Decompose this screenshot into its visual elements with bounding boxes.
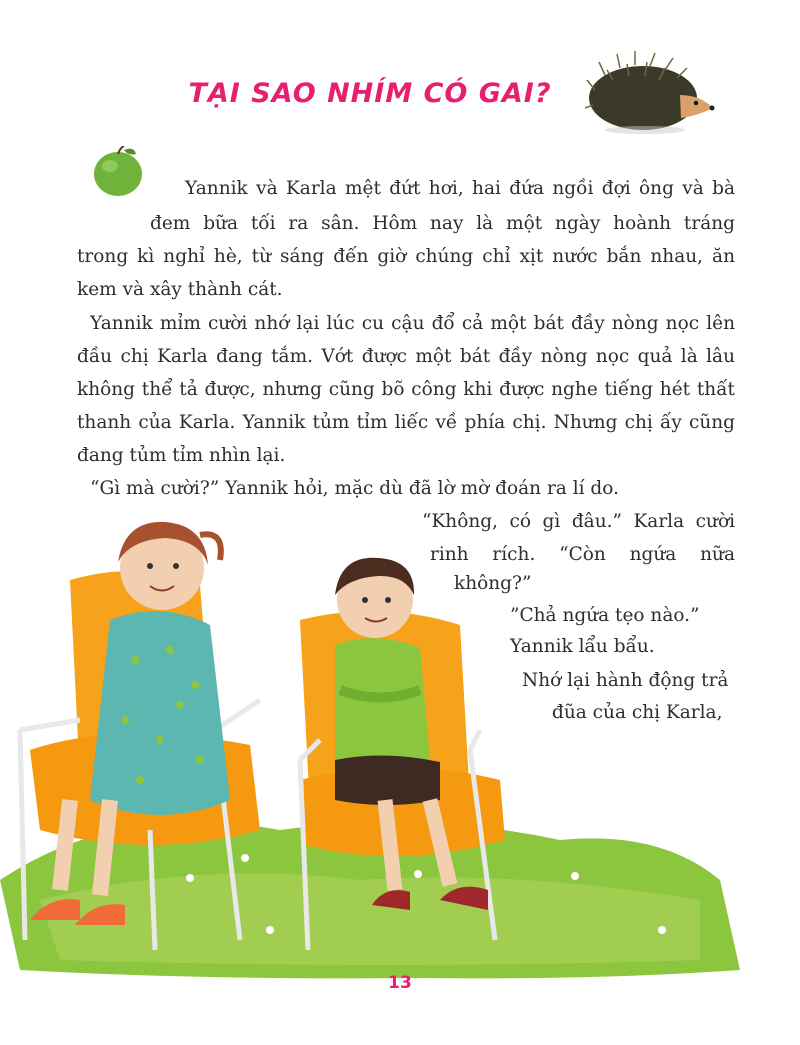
text-line: đem bữa tối ra sân. Hôm nay là một ngày hoành tráng xyxy=(150,213,735,234)
page-number: 13 xyxy=(388,973,412,993)
text-line: Yannik và Karla mệt đứt hơi, hai đứa ngồi đợi ông và bà xyxy=(185,178,735,199)
apple-icon xyxy=(88,146,154,198)
text-line: ”Chả ngứa tẹo nào.” xyxy=(510,605,700,626)
text-line: “Không, có gì đâu.” Karla cười xyxy=(422,511,735,532)
text-line: đũa của chị Karla, xyxy=(552,702,723,723)
children-on-chairs-illustration xyxy=(0,500,800,1000)
text-line: thanh của Karla. Yannik tủm tỉm liếc về phía chị. Nhưng chị ấy cũng xyxy=(77,412,735,433)
text-line: kem và xây thành cát. xyxy=(77,279,283,300)
text-line: rinh rích. “Còn ngứa nữa xyxy=(430,544,735,565)
text-line: “Gì mà cười?” Yannik hỏi, mặc dù đã lờ mờ đoán ra lí do. xyxy=(90,478,619,499)
text-line: không?” xyxy=(454,573,532,594)
text-line: đầu chị Karla đang tắm. Vớt được một bát đầy nòng nọc quả là lâu xyxy=(77,346,735,367)
text-line: không thể tả được, nhưng cũng bõ công khi được nghe tiếng hét thất xyxy=(77,379,735,400)
text-line: đang tủm tỉm nhìn lại. xyxy=(77,445,286,466)
text-line: Yannik lẩu bẩu. xyxy=(510,636,655,657)
text-line: Yannik mỉm cười nhớ lại lúc cu cậu đổ cả một bát đầy nòng nọc lên xyxy=(90,313,735,334)
text-line: trong kì nghỉ hè, từ sáng đến giờ chúng chỉ xịt nước bắn nhau, ăn xyxy=(77,246,735,267)
page-title: TẠI SAO NHÍM CÓ GAI? xyxy=(188,78,552,109)
hedgehog-illustration xyxy=(585,50,715,135)
text-line: Nhớ lại hành động trả xyxy=(522,670,729,691)
